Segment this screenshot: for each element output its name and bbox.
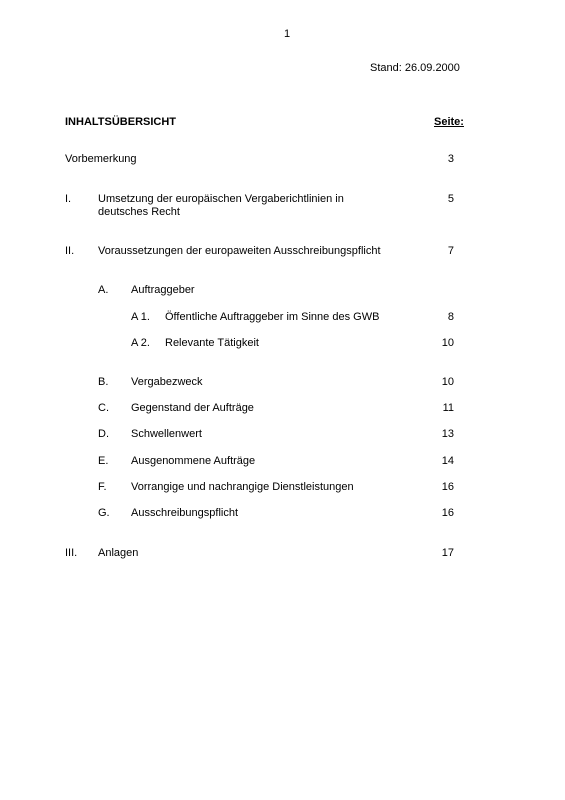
toc-number-1: I.: [65, 193, 72, 205]
toc-entry-vorbemerkung: Vorbemerkung: [65, 153, 137, 165]
toc-entry-a2: Relevante Tätigkeit: [165, 337, 259, 349]
toc-entry-e: Ausgenommene Aufträge: [131, 455, 256, 467]
toc-page-d: 13: [441, 428, 454, 440]
toc-page-f: 16: [441, 481, 454, 493]
toc-entry-b: Vergabezweck: [131, 376, 203, 388]
toc-number-b: B.: [98, 376, 109, 388]
toc-number-c: C.: [98, 402, 109, 414]
toc-number-a1: A 1.: [131, 311, 150, 323]
toc-page-e: 14: [441, 455, 454, 467]
toc-entry-1-line2: deutsches Recht: [98, 206, 180, 218]
toc-page-c: 11: [442, 402, 454, 414]
date-line: Stand: 26.09.2000: [370, 62, 460, 74]
toc-page-3: 17: [441, 547, 454, 559]
toc-number-f: F.: [98, 481, 107, 493]
toc-page-g: 16: [441, 507, 454, 519]
page-column-heading: Seite:: [434, 116, 464, 128]
toc-number-d: D.: [98, 428, 109, 440]
toc-page-2: 7: [447, 245, 454, 257]
toc-number-g: G.: [98, 507, 110, 519]
toc-entry-2: Voraussetzungen der europaweiten Ausschreibungspflicht: [98, 245, 381, 257]
toc-page-a1: 8: [447, 311, 454, 323]
toc-number-3: III.: [65, 547, 78, 559]
toc-entry-a1: Öffentliche Auftraggeber im Sinne des GWB: [165, 311, 380, 323]
toc-entry-f: Vorrangige und nachrangige Dienstleistungen: [131, 481, 354, 493]
toc-entry-3: Anlagen: [98, 547, 139, 559]
toc-number-a2: A 2.: [131, 337, 150, 349]
toc-entry-1-line1: Umsetzung der europäischen Vergaberichtlinien in: [98, 193, 344, 205]
page-number: 1: [284, 28, 291, 40]
toc-number-a: A.: [98, 284, 109, 296]
toc-title: INHALTSÜBERSICHT: [65, 116, 177, 128]
toc-page-1: 5: [447, 193, 454, 205]
toc-page-vorbemerkung: 3: [447, 153, 454, 165]
toc-number-2: II.: [65, 245, 75, 257]
toc-entry-d: Schwellenwert: [131, 428, 202, 440]
toc-page-a2: 10: [441, 337, 454, 349]
toc-page-b: 10: [441, 376, 454, 388]
toc-entry-g: Ausschreibungspflicht: [131, 507, 239, 519]
toc-number-e: E.: [98, 455, 109, 467]
toc-entry-a: Auftraggeber: [131, 284, 195, 296]
toc-entry-c: Gegenstand der Aufträge: [131, 402, 254, 414]
